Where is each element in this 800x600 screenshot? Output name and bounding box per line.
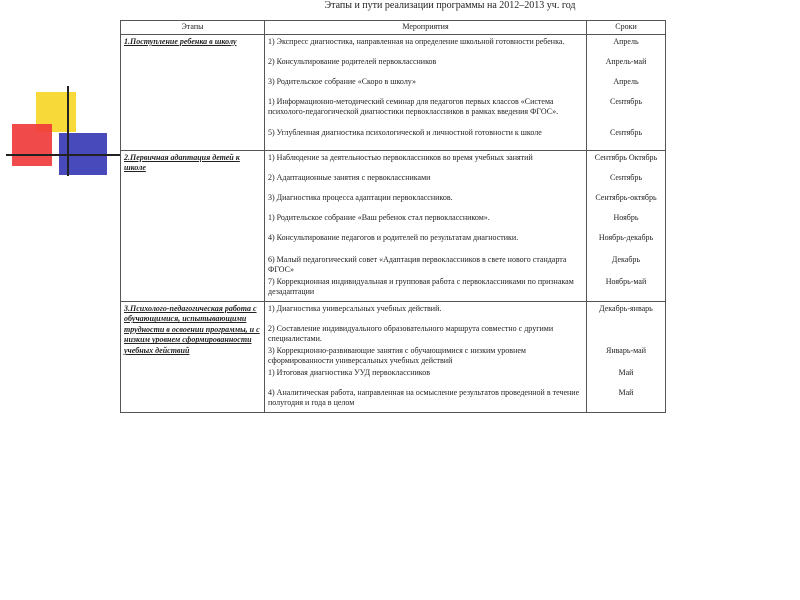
activity-item: 1) Диагностика универсальных учебных действий.	[268, 303, 442, 313]
decor-horizontal-line	[6, 154, 120, 156]
activities-cell	[265, 150, 587, 301]
decor-vertical-line	[67, 86, 69, 176]
term-item: Сентябрь Октябрь	[594, 152, 658, 162]
term-item: Апрель-май	[605, 56, 647, 66]
activity-item: 3) Коррекционно-развивающие занятия с обучающимися с низким уровнем сформированности универсальных учебных действий	[268, 345, 526, 366]
activities-cell	[265, 34, 587, 150]
table-row	[121, 301, 666, 412]
activity-item: 1) Итоговая диагностика УУД первоклассников	[268, 367, 431, 377]
activity-item: 5) Углубленная диагностика психологической и личностной готовности к школе	[268, 127, 542, 137]
term-item: Май	[618, 367, 634, 377]
activities-cell	[265, 301, 587, 412]
stage-cell: 3.Психолого-педагогическая работа с обучающимися, испытывающими трудности в освоении программы, и с низким уровнем сформированности учебных действий	[121, 301, 265, 412]
activity-item: 7) Коррекционная индивидуальная и групповая работа с первоклассниками по признакам дезадаптации	[268, 276, 574, 297]
program-table	[120, 20, 666, 413]
terms-cell	[587, 150, 666, 301]
header-activities: Мероприятия	[265, 21, 587, 35]
term-item: Сентябрь	[609, 172, 643, 182]
activity-item: 4) Консультирование педагогов и родителей по результатам диагностики.	[268, 232, 519, 242]
activity-item: 1) Наблюдение за деятельностью первоклассников во время учебных занятий	[268, 152, 533, 162]
term-item	[590, 324, 662, 346]
term-item: Апрель	[613, 36, 639, 46]
activity-item: 1) Родительское собрание «Ваш ребенок стал первоклассником».	[268, 212, 490, 222]
term-item: Май	[618, 387, 634, 397]
terms-cell	[587, 301, 666, 412]
term-item: Сентябрь	[609, 96, 643, 106]
term-item: Сентябрь-октябрь	[595, 192, 657, 202]
table-header-row	[121, 21, 666, 35]
activity-item: 4) Аналитическая работа, направленная на осмысление результатов проведенной в течение полугодия и года в целом	[268, 387, 580, 408]
activity-item: 3) Диагностика процесса адаптации первоклассников.	[268, 192, 453, 202]
term-item: Ноябрь	[613, 212, 639, 222]
term-item: Январь-май	[606, 345, 646, 355]
term-item: Апрель	[613, 76, 639, 86]
header-terms: Сроки	[587, 21, 666, 35]
activity-item: 6) Малый педагогический совет «Адаптация первоклассников в свете нового стандарта ФГОС»	[268, 254, 567, 275]
activity-item: 3) Родительское собрание «Скоро в школу»	[268, 76, 417, 86]
term-item: Ноябрь-май	[605, 276, 647, 286]
term-item: Декабрь-январь	[599, 303, 653, 313]
decor-red-square	[12, 124, 52, 166]
stage-cell: 2.Первичная адаптация детей к школе	[121, 150, 265, 301]
terms-cell	[587, 34, 666, 150]
term-item: Сентябрь	[609, 127, 643, 137]
header-stage: Этапы	[121, 21, 265, 35]
activity-item: 2) Консультирование родителей первоклассников	[268, 56, 437, 66]
page-title: Этапы и пути реализации программы на 2012–2013 уч. год	[324, 0, 576, 11]
activity-item: 2) Составление индивидуального образовательного маршрута совместно с другими специалистами.	[268, 323, 554, 344]
term-item: Ноябрь-декабрь	[598, 232, 654, 242]
table-row	[121, 150, 666, 301]
stage-cell: 1.Поступление ребенка в школу	[121, 34, 265, 150]
term-item: Декабрь	[611, 254, 641, 264]
activity-item: 1) Экспресс диагностика, направленная на определение школьной готовности ребенка.	[268, 36, 565, 46]
activity-item: 2) Адаптационные занятия с первоклассниками	[268, 172, 431, 182]
table-row	[121, 34, 666, 150]
activity-item: 1) Информационно-методический семинар для педагогов первых классов «Система психолого-педагогической диагностики первоклассников в рамках введения ФГОС».	[268, 96, 559, 117]
